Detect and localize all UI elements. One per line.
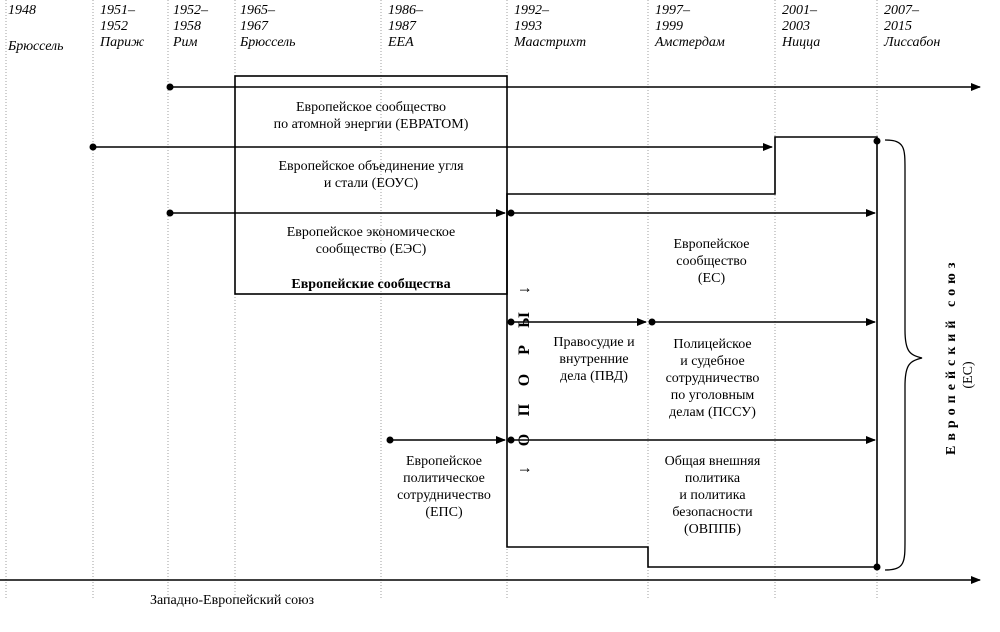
timeline-2007: 2007– 2015 Лиссабон bbox=[884, 3, 941, 50]
ec-label: Европейское сообщество (ЕС) bbox=[673, 237, 750, 286]
cfsp-label: Общая внешняя политика и политика безопасности (ОВППБ) bbox=[664, 454, 761, 537]
arrow-epc-line bbox=[387, 437, 876, 444]
weu-label: Западно-Европейский союз bbox=[150, 593, 315, 608]
timeline-2001: 2001– 2003 Ницца bbox=[782, 3, 821, 50]
ecsc-label: Европейское объединение угля и стали (ЕОУС) bbox=[278, 159, 464, 191]
communities-label: Европейские сообщества bbox=[291, 277, 451, 292]
euratom-label: Европейское сообщество по атомной энергии (ЕВРАТОМ) bbox=[273, 100, 469, 132]
timeline-1965: 1965– 1967 Брюссель bbox=[240, 3, 296, 50]
timeline-1952: 1952– 1958 Рим bbox=[173, 3, 208, 50]
arrow-eec-line bbox=[167, 210, 506, 217]
timeline-1951: 1951– 1952 Париж bbox=[100, 3, 145, 50]
arrow-ec-line bbox=[508, 210, 876, 217]
timeline-1992: 1992– 1993 Маастрихт bbox=[514, 3, 587, 50]
arrow-ecsc-line bbox=[90, 144, 773, 151]
epc-label: Европейское политическое сотрудничество (ЕПС) bbox=[397, 454, 491, 520]
eu-label: Европейский союз (ЕС) bbox=[944, 257, 976, 455]
timeline-1997: 1997– 1999 Амстердам bbox=[655, 3, 725, 50]
jha-label: Правосудие и внутренние дела (ПВД) bbox=[553, 335, 635, 384]
arrow-euratom-line bbox=[167, 84, 981, 91]
pillars-label: ↓ Ы Р О П О ↓ bbox=[516, 286, 533, 474]
eec-label: Европейское экономическое сообщество (ЕЭС) bbox=[286, 225, 456, 257]
timeline-1986: 1986– 1987 ЕЕА bbox=[388, 3, 423, 50]
pjcc-label: Полицейское и судебное сотрудничество по уголовным делам (ПССУ) bbox=[665, 337, 760, 420]
eu-brace bbox=[885, 140, 922, 570]
arrow-jha-line bbox=[508, 319, 876, 326]
timeline-1948: 1948 Брюссель bbox=[8, 3, 64, 54]
